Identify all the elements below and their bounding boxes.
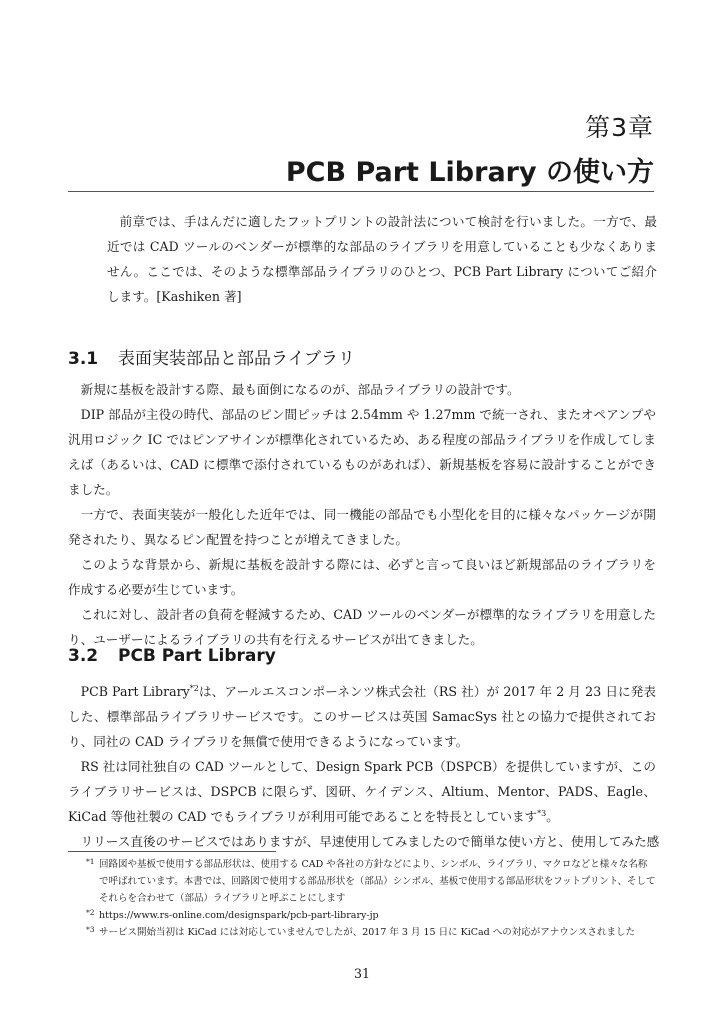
- footnote-ref: *3: [537, 809, 547, 818]
- footnote-text: サービス開始当初は KiCad には対応していませんでしたが、2017 年 3 月 15 日に KiCad への対応がアナウンスされました: [99, 927, 636, 938]
- text-run: RS 社は同社独自の CAD ツールとして、Design Spark PCB（DSPCB）を提供していますが、このライブラリサービスは、DSPCB に限らず、図研、ケイデンス、Altium、Mentor、PADS、Eagle、KiCad 等他社製の CAD でもライブラリが利用可能であることを特長としています: [68, 759, 656, 824]
- section-body: [68, 377, 656, 652]
- paragraph: [68, 679, 656, 754]
- text-run: PCB Part Library: [80, 684, 190, 699]
- paragraph: DIP 部品が主役の時代、部品のピン間ピッチは 2.54mm や 1.27mm で統一され、またオペアンプや汎用ロジック IC ではピンアサインが標準化されているため、ある程度の部品ライブラリを作成してしまえば（あるいは、CAD に標準で添付されているものがあれば）、新規基板を容易に設計することができました。: [68, 407, 656, 497]
- footnote-mark: *2: [86, 908, 95, 917]
- footnote-text: 回路図や基板で使用する部品形状は、使用する CAD や各社の方針などにより、シンボル、ライブラリ、マクロなどと様々な名称で呼ばれています。本書では、回路図で使用する部品形状を（部品）シンボル、基板で使用する部品形状をフットプリント、そしてそれらを合わせて（部品）ライブラリと呼ぶことにします: [99, 859, 656, 904]
- section-heading: [68, 344, 355, 369]
- paragraph: このような背景から、新規に基板を設計する際には、必ずと言って良いほど新規部品のライブラリを作成する必要が生じています。: [68, 557, 656, 597]
- text-run: 。: [546, 809, 559, 824]
- paragraph: これに対し、設計者の負荷を軽減するため、CAD ツールのベンダーが標準的なライブラリを用意したり、ユーザーによるライブラリの共有を行えるサービスが出てきました。: [68, 607, 656, 647]
- footnote-ref: *2: [189, 684, 199, 693]
- footnote-rule: [68, 851, 276, 852]
- text-run: は、アールエスコンポーネンツ株式会社（RS 社）が 2017 年 2 月 23 日に発表した、標準部品ライブラリサービスです。このサービスは英国 SamacSys 社との協力で提供されており、同社の CAD ライブラリを無償で使用できるようになっています。: [68, 684, 656, 749]
- section-body: [68, 679, 660, 854]
- footnote: [86, 856, 656, 907]
- footnote: [86, 907, 656, 924]
- footnote-mark: *1: [86, 857, 95, 866]
- section-heading: [68, 646, 276, 666]
- paragraph: 一方で、表面実装が一般化した近年では、同一機能の部品でも小型化を目的に様々なパッケージが開発されたり、異なるピン配置を持つことが増えてきました。: [68, 507, 656, 547]
- chapter-title-rule: [68, 191, 654, 192]
- paragraph: 新規に基板を設計する際、最も面倒になるのが、部品ライブラリの設計です。: [80, 382, 520, 397]
- paragraph: [68, 754, 656, 829]
- page-number: 31: [353, 966, 371, 981]
- footnote-text: https://www.rs-online.com/designspark/pcb-part-library-jp: [99, 910, 379, 921]
- footnote-mark: *3: [86, 925, 95, 934]
- chapter-title: PCB Part Library の使い方: [285, 157, 654, 188]
- chapter-intro: 前章では、手はんだに適したフットプリントの設計法について検討を行いました。一方で、最近では CAD ツールのベンダーが標準的な部品のライブラリを用意していることも少なくありません。ここでは、そのような標準部品ライブラリのひとつ、PCB Part Library についてご紹介します。[Kashiken 著]: [107, 214, 657, 304]
- section-number: 3.1: [68, 349, 99, 369]
- footnotes: [86, 856, 656, 941]
- chapter-number: 第3章: [585, 113, 654, 142]
- paragraph: リリース直後のサービスではありますが、早速使用してみましたので簡単な使い方と、使用してみた感: [80, 834, 660, 849]
- footnote: [86, 924, 656, 941]
- section-number: 3.2: [68, 646, 99, 666]
- section-title: PCB Part Library: [118, 646, 276, 666]
- section-title: 表面実装部品と部品ライブラリ: [118, 349, 355, 369]
